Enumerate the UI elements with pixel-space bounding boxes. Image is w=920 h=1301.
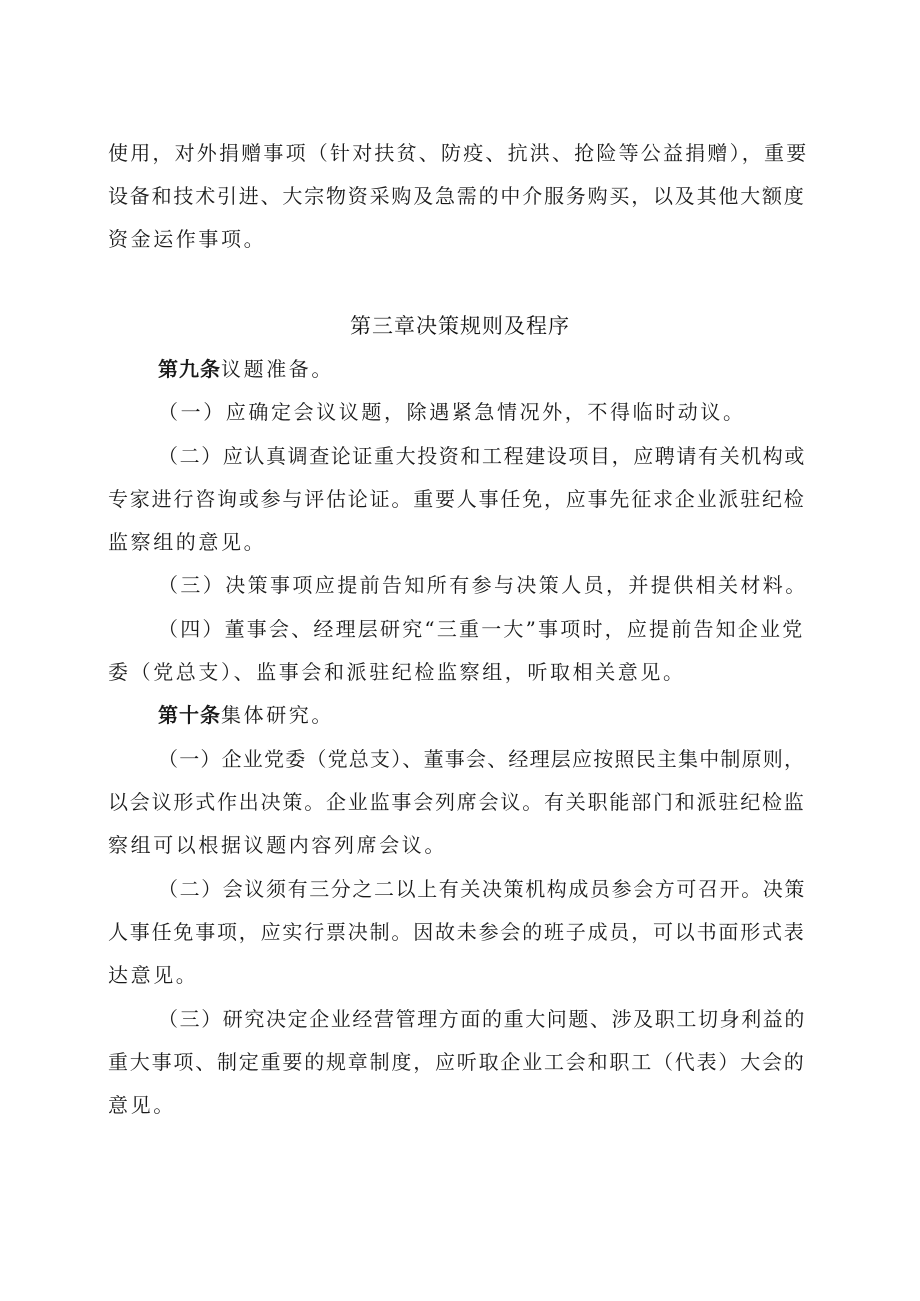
- article-10-heading: [158, 702, 808, 728]
- paragraph-line: （二）应认真调查论证重大投资和工程建设项目，应聘请有关机构或: [158, 444, 806, 468]
- article-9-title: 议题准备。: [221, 357, 334, 381]
- paragraph-line: 监察组的意见。: [108, 530, 267, 554]
- paragraph-line: （二）会议须有三分之二以上有关决策机构成员参会方可召开。决策: [158, 877, 806, 901]
- paragraph-line: 使用，对外捐赠事项（针对扶贫、防疫、抗洪、抢险等公益捐赠），重要: [108, 141, 809, 165]
- paragraph-line: 设备和技术引进、大宗物资采购及急需的中介服务购买，以及其他大额度: [108, 184, 806, 208]
- paragraph-line: 意见。: [108, 1093, 176, 1117]
- paragraph-line: 人事任免事项，应实行票决制。因故未参会的班子成员，可以书面形式表: [108, 920, 806, 944]
- paragraph-line: 察组可以根据议题内容列席会议。: [108, 833, 447, 857]
- paragraph-line: （四）董事会、经理层研究“三重一大”事项时，应提前告知企业党: [158, 617, 805, 641]
- paragraph-line: 达意见。: [108, 963, 199, 987]
- paragraph-line: 以会议形式作出决策。企业监事会列席会议。有关职能部门和派驻纪检监: [108, 790, 806, 814]
- article-9-label: 第九条: [158, 357, 221, 381]
- paragraph-line: （三）决策事项应提前告知所有参与决策人员，并提供相关材料。: [158, 573, 808, 597]
- paragraph-line: 重大事项、制定重要的规章制度，应听取企业工会和职工（代表）大会的: [108, 1050, 806, 1074]
- paragraph-line: （三）研究决定企业经营管理方面的重大问题、涉及职工切身利益的: [158, 1007, 806, 1031]
- paragraph-line: 专家进行咨询或参与评估论证。重要人事任免，应事先征求企业派驻纪检: [108, 487, 806, 511]
- article-9-heading: [158, 356, 808, 382]
- article-10-title: 集体研究。: [221, 703, 334, 727]
- paragraph-line: （一）应确定会议议题，除遇紧急情况外，不得临时动议。: [158, 400, 746, 424]
- article-10-label: 第十条: [158, 703, 221, 727]
- paragraph-line: 资金运作事项。: [108, 227, 267, 251]
- paragraph-line: 委（党总支）、监事会和派驻纪检监察组，听取相关意见。: [108, 660, 686, 684]
- chapter-title: 第三章决策规则及程序: [350, 314, 570, 338]
- paragraph-line: （一）企业党委（党总支）、董事会、经理层应按照民主集中制原则，: [158, 747, 806, 771]
